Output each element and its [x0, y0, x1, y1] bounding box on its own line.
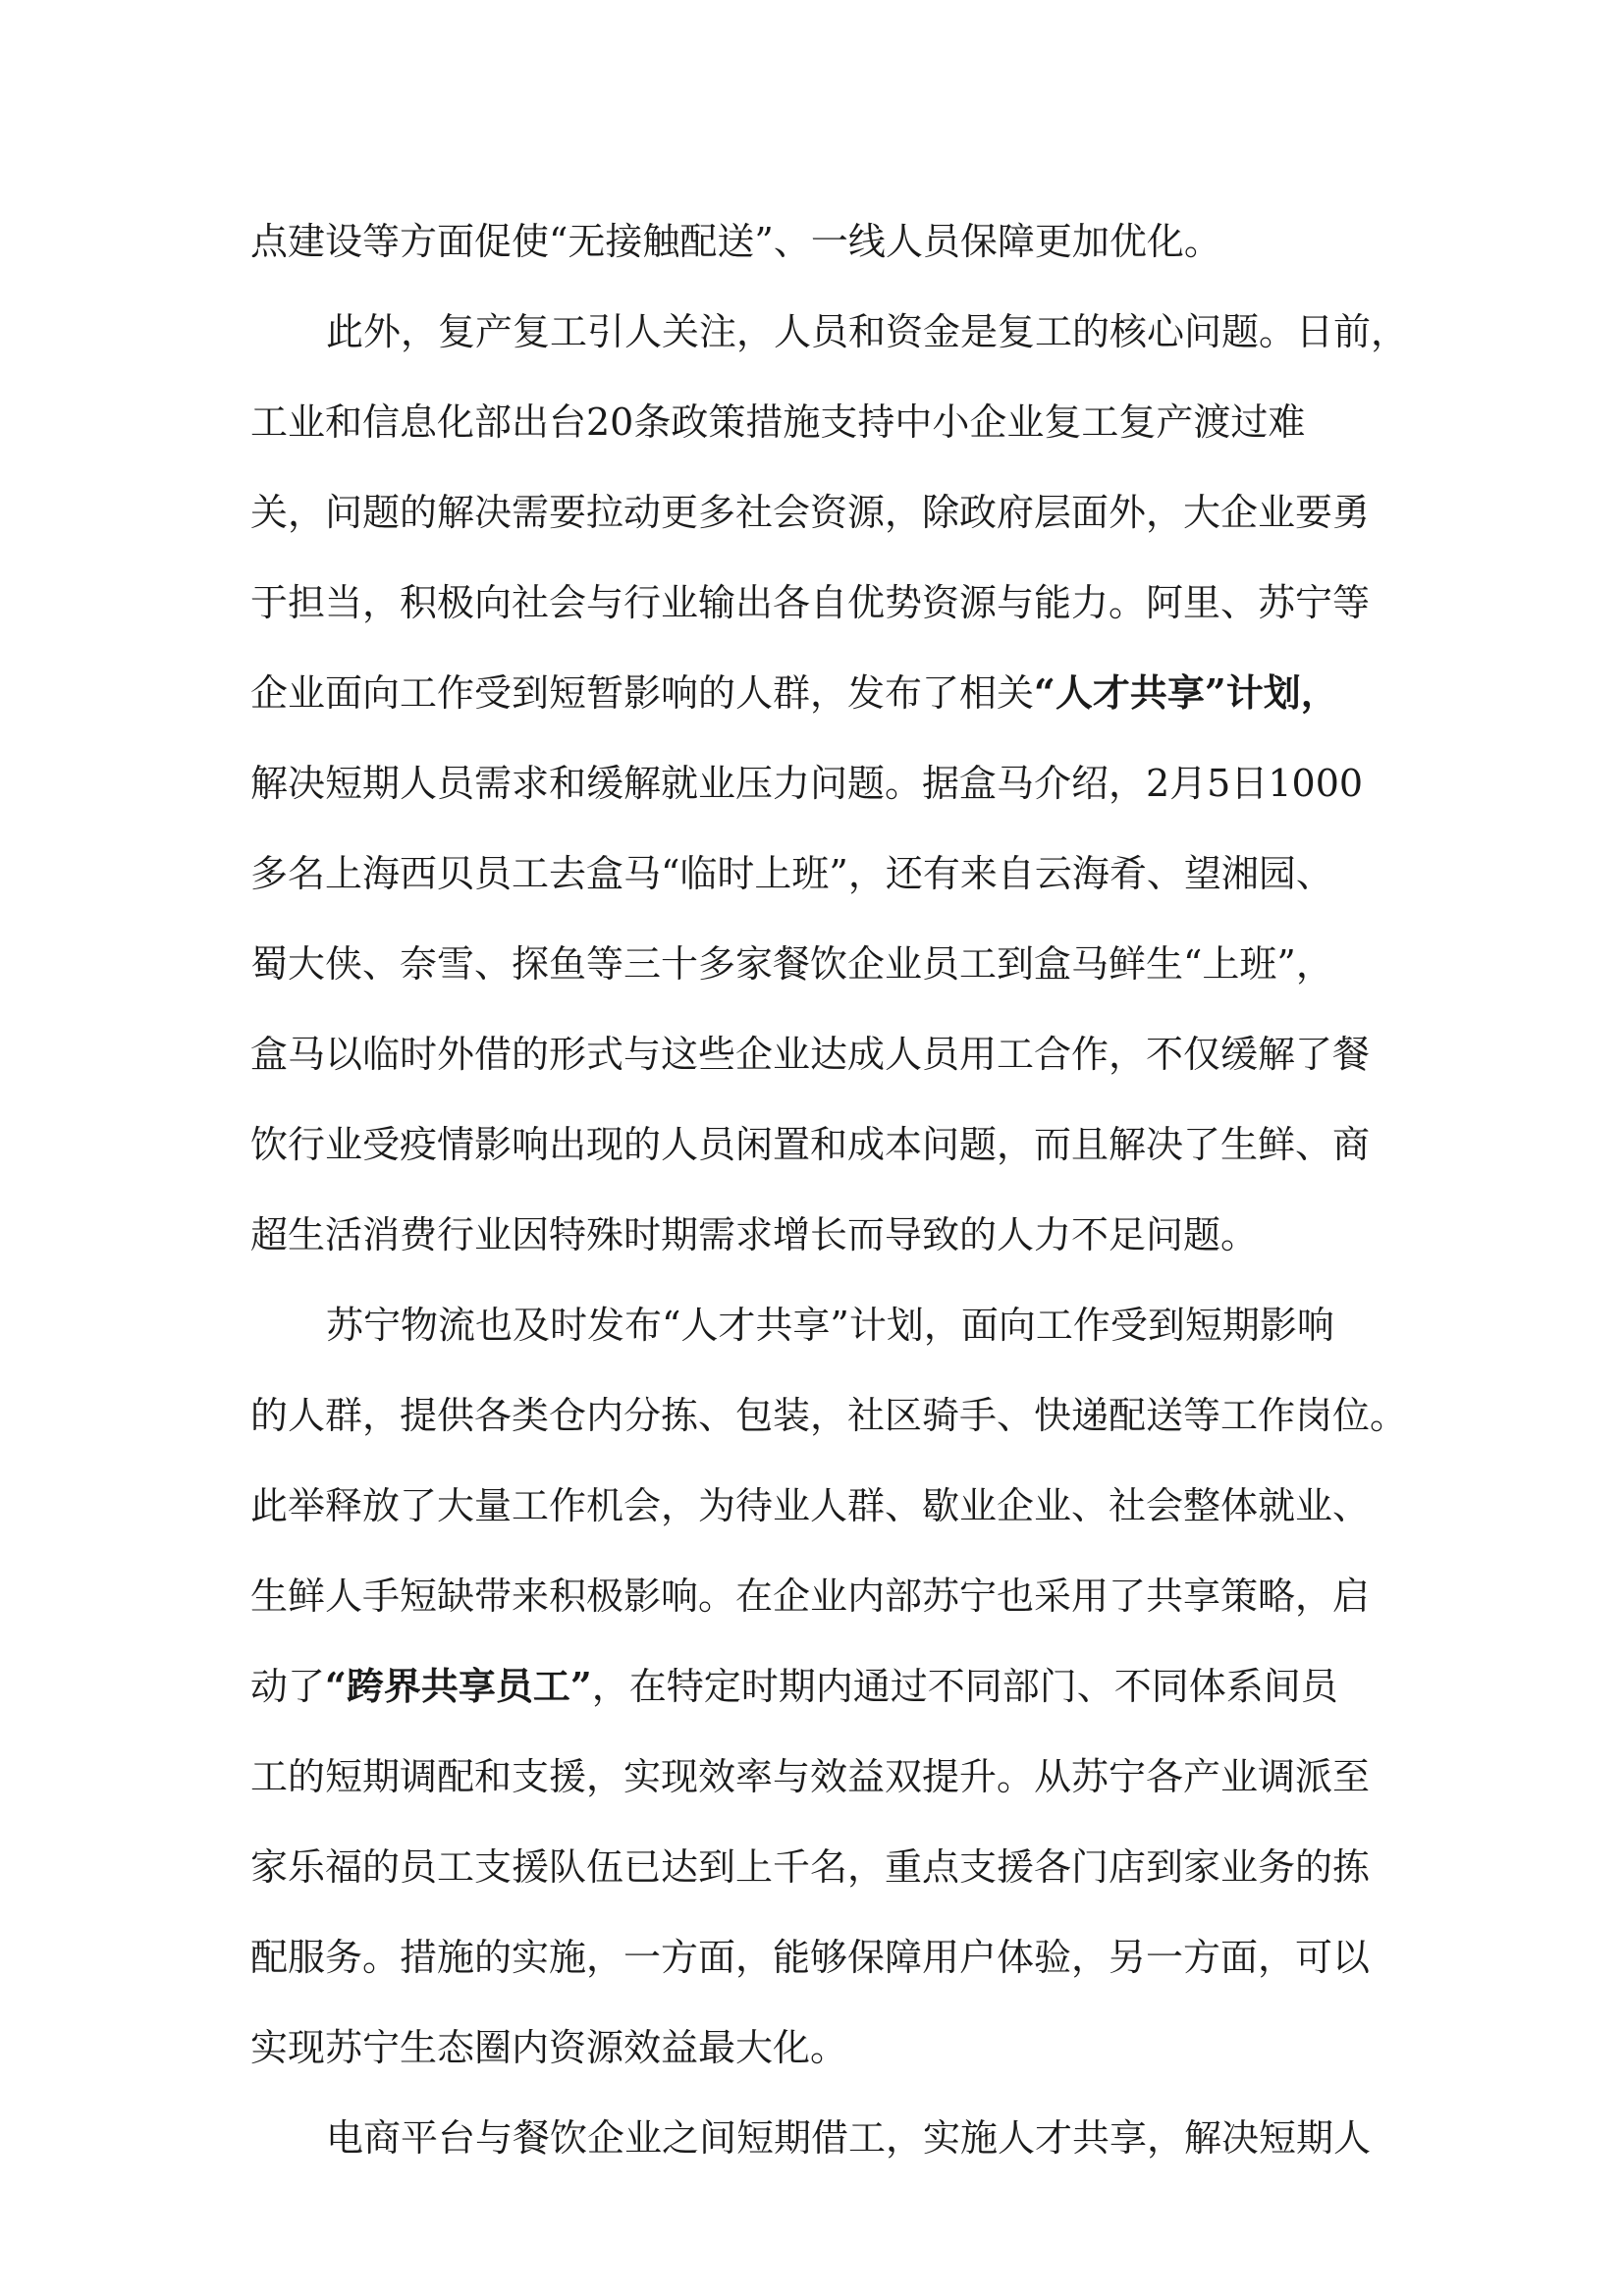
paragraph-line: 工业和信息化部出台20条政策措施支持中小企业复工复产渡过难 — [250, 400, 1306, 444]
paragraph-line — [250, 1641, 1338, 1732]
paragraph-line: 此举释放了大量工作机会，为待业人群、歇业企业、社会整体就业、 — [250, 1484, 1371, 1527]
paragraph-line: 家乐福的员工支援队伍已达到上千名，重点支援各门店到家业务的拣 — [250, 1845, 1371, 1889]
paragraph-line: 于担当，积极向社会与行业输出各自优势资源与能力。阿里、苏宁等 — [250, 581, 1371, 624]
bold-phrase: “人才共享”计划， — [1034, 670, 1338, 715]
paragraph-line: 苏宁物流也及时发布“人才共享”计划，面向工作受到短期影响 — [326, 1304, 1334, 1347]
paragraph-line — [250, 648, 1338, 738]
paragraph-line: 配服务。措施的实施，一方面，能够保障用户体验，另一方面，可以 — [250, 1936, 1371, 1979]
line-text: 企业面向工作受到短暂影响的人群，发布了相关 — [250, 671, 1035, 715]
paragraph-line: 蜀大侠、奈雪、探鱼等三十多家餐饮企业员工到盒马鲜生“上班”， — [250, 942, 1333, 986]
paragraph-line: 超生活消费行业因特殊时期需求增长而导致的人力不足问题。 — [250, 1213, 1259, 1256]
paragraph-line: 多名上海西贝员工去盒马“临时上班”，还有来自云海肴、望湘园、 — [250, 852, 1333, 895]
paragraph-line: 解决短期人员需求和缓解就业压力问题。据盒马介绍，2月5日1000 — [250, 762, 1364, 805]
paragraph-line: 生鲜人手短缺带来积极影响。在企业内部苏宁也采用了共享策略，启 — [250, 1575, 1371, 1618]
line-text: ，在特定时期内通过不同部门、不同体系间员 — [591, 1665, 1338, 1708]
line-text: 动了 — [250, 1665, 326, 1708]
paragraph-line: 的人群，提供各类仓内分拣、包装，社区骑手、快递配送等工作岗位。 — [250, 1394, 1408, 1437]
paragraph-line: 实现苏宁生态圈内资源效益最大化。 — [250, 2026, 848, 2069]
paragraph-line: 工的短期调配和支援，实现效率与效益双提升。从苏宁各产业调派至 — [250, 1755, 1371, 1798]
paragraph-line: 电商平台与餐饮企业之间短期借工，实施人才共享，解决短期人 — [326, 2116, 1372, 2160]
paragraph-line: 饮行业受疫情影响出现的人员闲置和成本问题，而且解决了生鲜、商 — [250, 1123, 1371, 1166]
paragraph-line: 关，问题的解决需要拉动更多社会资源，除政府层面外，大企业要勇 — [250, 491, 1371, 534]
paragraph-line: 盒马以临时外借的形式与这些企业达成人员用工合作，不仅缓解了餐 — [250, 1033, 1371, 1076]
paragraph-line: 此外，复产复工引人关注，人员和资金是复工的核心问题。日前， — [326, 310, 1409, 353]
paragraph-line: 点建设等方面促使“无接触配送”、一线人员保障更加优化。 — [250, 220, 1221, 263]
bold-phrase: “跨界共享员工” — [325, 1664, 592, 1708]
